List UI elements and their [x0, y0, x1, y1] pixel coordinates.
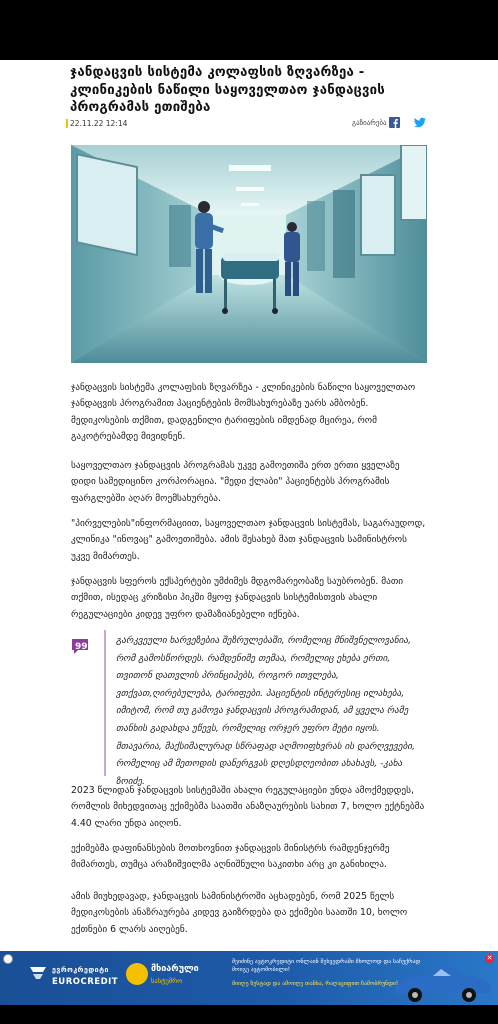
paragraph-7: ამის მიუხედავად, ჯანდაცვის სამინისტროში აცხადებენ, რომ 2025 წელს მედიკოსების ანაზრაურება კიდევ გაიზრდება და ექიმები საათში 10, ხოლო ექთნები 6 ლარს აიღებენ. [71, 891, 408, 935]
hospital-corridor-image [71, 145, 427, 363]
ad-promo-subtitle: სასტუმრო [151, 977, 183, 985]
quote-text: გარკვეული ხარვეზებია შეზრულებაში, რომელიც მნიშვნელოვანია, რომ გამოსწორდეს. რამდენიმე თემაა, რომელიც ეხება ერთი, თვითონ დათვლის პრინციპებს, როგორ ითვლება, ვთქვათ,ღირებულება, ტარიფები. პაციენტის ინტერესიც ილახება, იმიტომ, რომ თუ გამოვა ჯანდაცვის პროგრამიდან, ამ ყველა რამე თანხის გადახდა უწევს, რომელიც ორჯერ უფრო მეტი იყოს. მთავარია, მაქსიმალურად სწრაფად აღმოიფხვრას ის დარღვევები, რომელიც ამ მეთოდის დანერგვას დღესდღეობით ახახავს, -კახა ზოიძე. [116, 635, 416, 787]
promo-smile-icon [126, 963, 148, 985]
convertible-car-icon [385, 959, 495, 1003]
article-meta [70, 118, 430, 132]
paragraph-2: საყოველთაო ჯანდაცვის პროგრამას უკვე გამოეთიშა ერთ ერთი ყველაზე დიდი სამედიცინო კორპორაცია. "მედი ქლაბი" პაციენტებს პროგრამის ფარგლებში აღარ მოემსახურება. [71, 460, 400, 504]
quote-mark-icon [71, 638, 89, 656]
article-page [0, 60, 498, 964]
share-label: გაზიარება [352, 119, 387, 127]
ad-promo-title: მხიარული [151, 964, 199, 974]
eurocredit-ad-banner[interactable] [0, 951, 498, 1005]
quote-divider [104, 630, 106, 776]
svg-text:99: 99 [75, 642, 88, 652]
ad-brand-georgian: ევროკრედიტი [52, 966, 109, 974]
ad-brand-latin: EUROCREDIT [52, 977, 119, 987]
date-accent-bar [66, 119, 68, 128]
twitter-share-icon[interactable] [414, 117, 426, 128]
paragraph-5: 2023 წლიდან ჯანდაცვის სისტემაში ახალი რეგულაციები უნდა ამოქმედდეს, რომლის მიხედვითაც ექიმებმა საათში ანაზღაურების სახით 7, ხოლო ექტნებმა 4.40 ლარი უნდა აიღონ. [71, 785, 425, 829]
article-title: ჯანდაცვის სისტემა კოლაფსის ზღვარზეა - კლინიკების ნაწილი საყოველთაო ჯანდაცვის პროგრამას ეთიშება [70, 65, 385, 115]
top-black-bar [0, 0, 498, 60]
ad-headline: შეიძინე ავტოკრედიტი ონლაინ შეხვედრაში მხოლოდ და საჩუქრად მოიგე ავტომობილი! [232, 959, 421, 973]
bottom-black-bar [0, 1005, 498, 1024]
facebook-share-icon[interactable] [389, 117, 400, 128]
ad-subline: მიიღე ზუსტად და ამოიღე თანხა, რაღაციფით ჩამობრუნდი! [232, 981, 399, 987]
quote-block [71, 630, 427, 787]
paragraph-6: ექიმებმა დაფინანსების მოთხოვნით ჯანდაცვის მინისტრს რამდენჯერმე მიმართეს, თუმცა არაზიშვილმა აღნიშნული საკითხი არც კი განიხილა. [71, 843, 390, 871]
ad-close-icon[interactable]: ✕ [486, 954, 493, 962]
ad-info-icon[interactable] [3, 954, 13, 964]
eurocredit-logo-icon [28, 965, 48, 983]
paragraph-3: "პირველების"ინფორმაციით, საყოველთაო ჯანდაცვის სისტემას, საგარაუდოდ, კლინიკა "ინოვაც" გამოეთიშება. ამის შესახებ მათ ჯანდაცვის სამინისტროს უკვე მიმართეს. [71, 518, 426, 562]
paragraph-1: ჯანდაცვის სისტემა კოლაფსის ზღვარზეა - კლინიკების ნაწილი საყოველთაო ჯანდაცვის პროგრამით პაციენტების მომსახურებაზე უარს ამბობენ. მედიკოსების თქმით, დადგენილი ტარიფების იმდენად მცირეა, რომ გაკოტრებამდე მივიდნენ. [71, 382, 416, 443]
article-date: 22.11.22 12:14 [70, 119, 128, 128]
paragraph-4: ჯანდაცვის სფეროს ექსპერტები უმძიმეს მდგომარეობაზე საუბრობენ. მათი თქმით, ისედაც კრიზისი პიკში მყოფ ჯანდაცვის სისტემისთვის ახალი რეგულაციები კიდევ უფრო დამაზიანებელი იქნება. [71, 576, 404, 620]
